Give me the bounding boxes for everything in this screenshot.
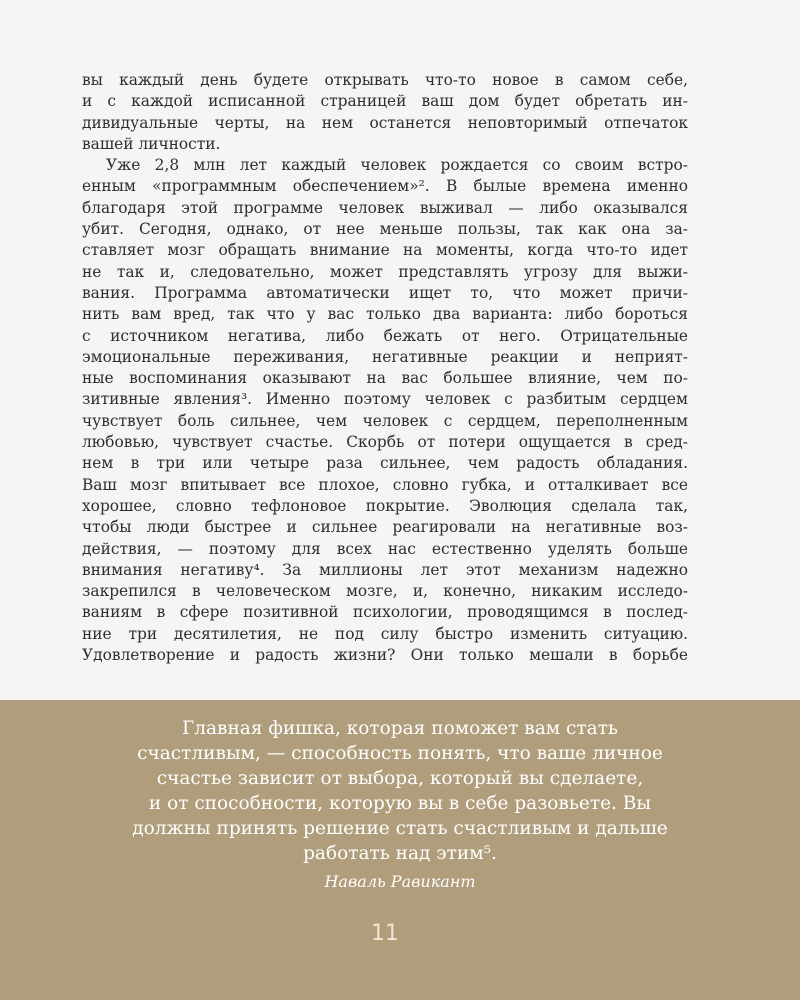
text-line: ние три десятилетия, не под силу быстро изменить ситуацию.: [82, 624, 688, 643]
text-line: закрепился в человеческом мозге, и, конечно, никаким исследо-: [82, 582, 688, 601]
quote-line: должны принять решение стать счастливым и дальше: [132, 818, 668, 839]
text-line: Удовлетворение и радость жизни? Они только мешали в борьбе: [82, 646, 688, 665]
text-line: енным «программным обеспечением»². В былые времена именно: [82, 177, 688, 196]
text-line: внимания негативу⁴. За миллионы лет этот механизм надежно: [82, 560, 688, 579]
page-number: 11: [371, 921, 399, 946]
text-line: Ваш мозг впитывает все плохое, словно губка, и отталкивает все: [82, 475, 688, 494]
text-line: с источником негатива, либо бежать от него. Отрицательные: [82, 326, 688, 345]
quote-line: и от способности, которую вы в себе разовьете. Вы: [148, 793, 652, 814]
text-line: Уже 2,8 млн лет каждый человек рождается со своим встро-: [106, 156, 688, 175]
quote-text: [60, 716, 740, 866]
text-line: чувствует боль сильнее, чем человек с сердцем, переполненным: [82, 411, 688, 430]
text-line: хорошее, словно тефлоновое покрытие. Эволюция сделала так,: [82, 496, 688, 515]
text-line: ваниям в сфере позитивной психологии, проводящимся в послед-: [82, 603, 688, 622]
paragraph-continuation: [82, 70, 688, 155]
paragraph-main: [82, 155, 688, 666]
quote-line: работать над этим⁵.: [303, 843, 497, 864]
text-line: ные воспоминания оказывают на вас большее влияние, чем по-: [82, 369, 688, 388]
text-line: эмоциональные переживания, негативные реакции и неприят-: [82, 347, 688, 366]
quote-panel: [0, 700, 800, 1000]
quote-author: Наваль Равикант: [324, 872, 476, 891]
text-line: действия, — поэтому для всех нас естественно уделять больше: [82, 539, 688, 558]
text-line: благодаря этой программе человек выживал — либо оказывался: [82, 198, 688, 217]
text-line: нить вам вред, так что у вас только два варианта: либо бороться: [82, 305, 688, 324]
quote-line: счастливым, — способность понять, что ваше личное: [137, 743, 663, 764]
quote-line: Главная фишка, которая поможет вам стать: [182, 718, 618, 739]
text-line: чтобы люди быстрее и сильнее реагировали на негативные воз-: [82, 518, 688, 537]
text-line: вашей личности.: [82, 134, 221, 153]
text-line: нем в три или четыре раза сильнее, чем радость обладания.: [82, 454, 688, 473]
text-line: вы каждый день будете открывать что-то новое в самом себе,: [82, 71, 688, 89]
body-text: [82, 70, 688, 666]
text-line: любовью, чувствует счастье. Скорбь от потери ощущается в сред-: [82, 433, 688, 452]
text-line: вания. Программа автоматически ищет то, что может причи-: [82, 283, 688, 302]
text-line: дивидуальные черты, на нем останется неповторимый отпечаток: [82, 113, 688, 132]
text-line: ставляет мозг обращать внимание на моменты, когда что-то идет: [82, 241, 688, 260]
quote-line: счастье зависит от выбора, который вы сделаете,: [156, 768, 644, 789]
text-line: и с каждой исписанной страницей ваш дом будет обретать ин-: [82, 92, 688, 111]
text-line: убит. Сегодня, однако, от нее меньше пользы, так как она за-: [82, 220, 688, 239]
text-line: зитивные явления³. Именно поэтому человек с разбитым сердцем: [82, 390, 688, 409]
text-line: не так и, следовательно, может представлять угрозу для выжи-: [82, 262, 688, 281]
